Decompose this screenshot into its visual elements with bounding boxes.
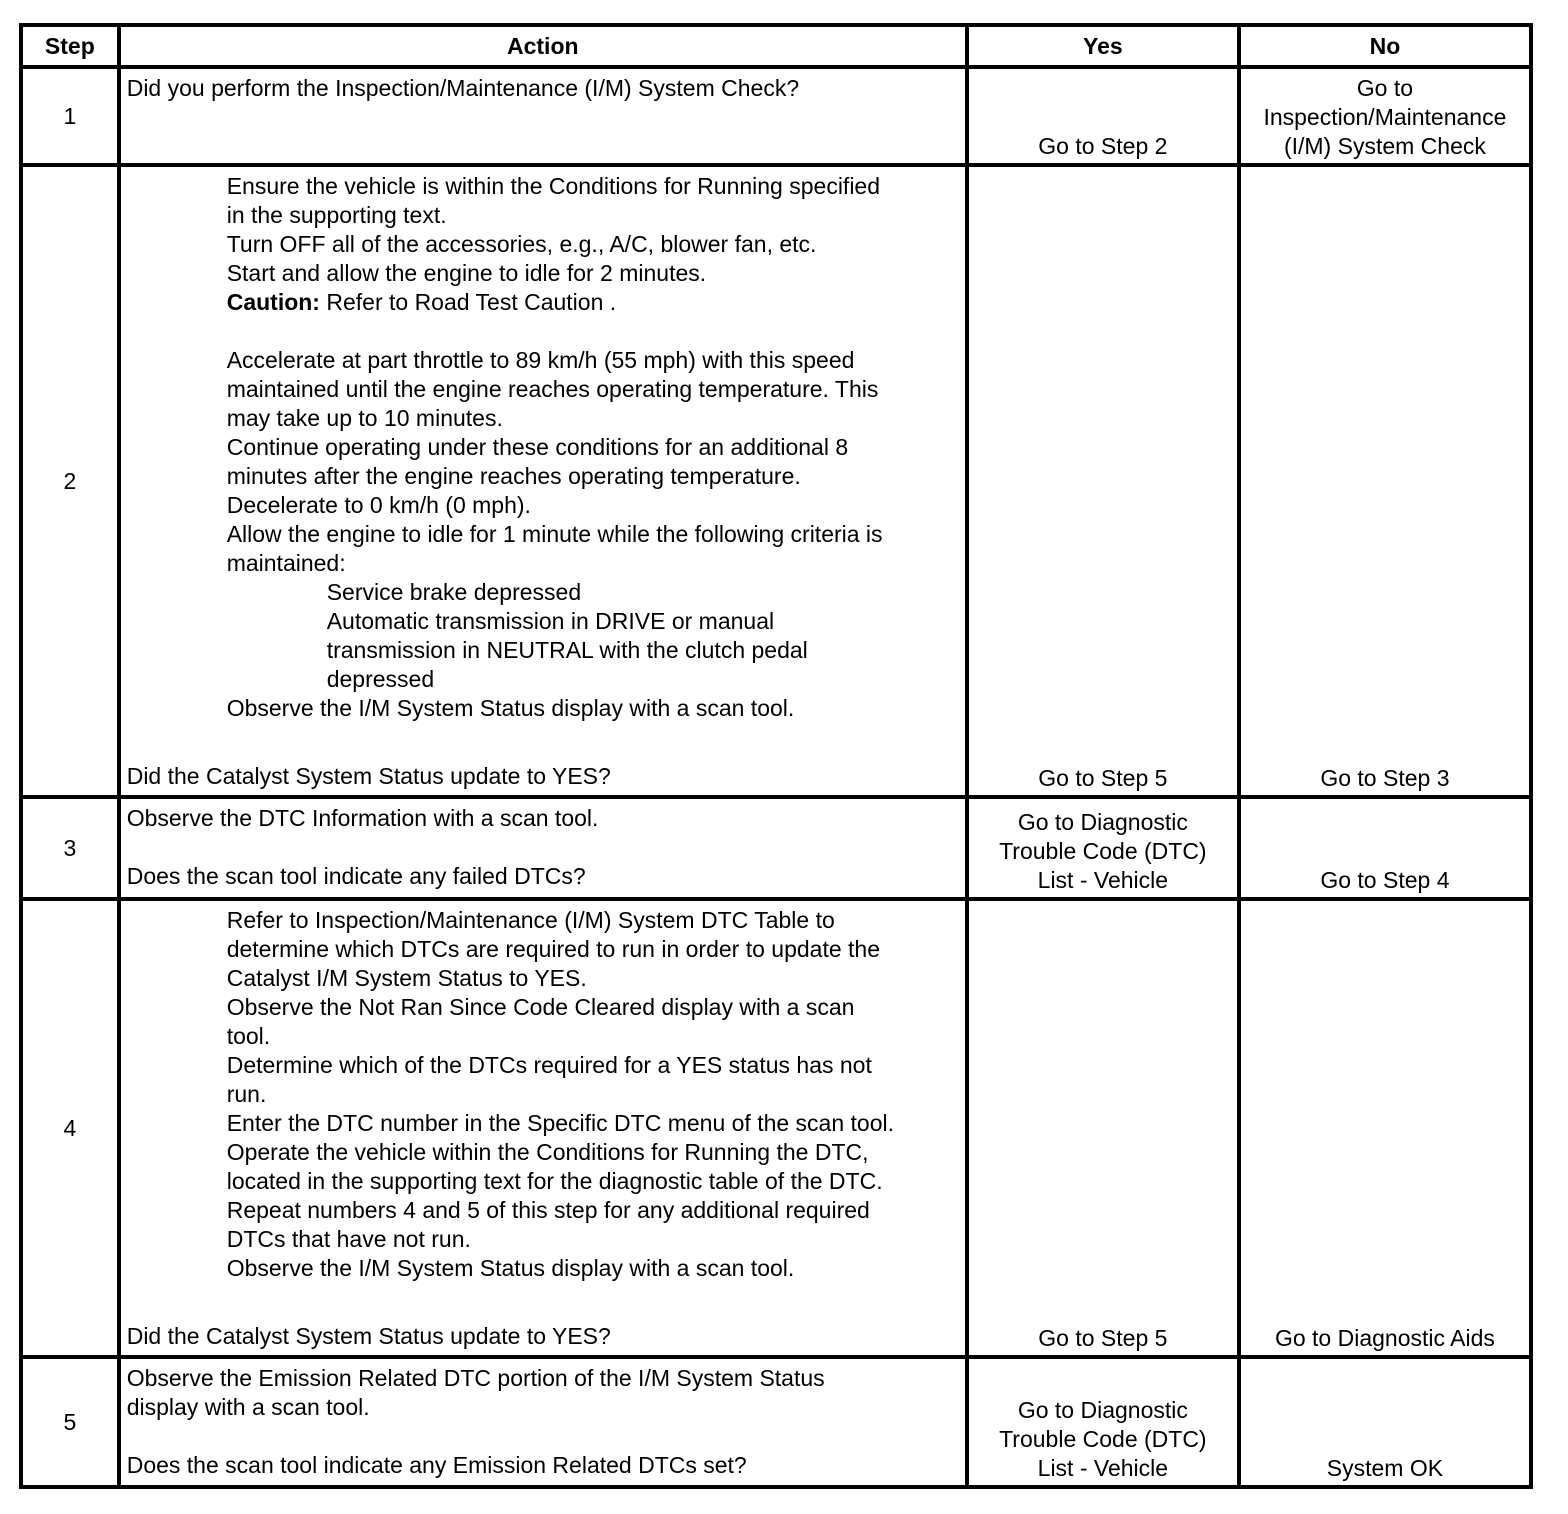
instruction-line: may take up to 10 minutes. <box>226 405 503 431</box>
yes-result-line: Go to Diagnostic <box>1017 1397 1188 1423</box>
instruction-line: Observe the Emission Related DTC portion of the I/M System Status <box>126 1365 825 1391</box>
instruction-line: Refer to Inspection/Maintenance (I/M) System DTC Table to <box>226 907 835 933</box>
yes-result: Go to Step 5 <box>1038 1325 1168 1351</box>
criteria-line: transmission in NEUTRAL with the clutch pedal <box>326 637 808 663</box>
action-question: Did you perform the Inspection/Maintenance (I/M) System Check? <box>126 75 800 101</box>
instruction-line: Determine which of the DTCs required for a YES status has not <box>226 1052 872 1078</box>
caution-line <box>227 288 959 317</box>
instruction-line: Observe the DTC Information with a scan tool. <box>126 805 599 831</box>
table-header-row <box>21 25 1531 67</box>
table-row-step-1 <box>21 67 1531 165</box>
instruction-line: Decelerate to 0 km/h (0 mph). <box>226 492 531 518</box>
table-row-step-5 <box>21 1357 1531 1487</box>
action-cell <box>119 797 967 899</box>
table-row-step-3 <box>21 797 1531 899</box>
no-result-line: Go to <box>1356 75 1414 101</box>
action-question: Did the Catalyst System Status update to YES? <box>126 1323 611 1349</box>
table-row-step-2 <box>21 165 1531 797</box>
yes-result-line: Trouble Code (DTC) <box>999 838 1207 864</box>
instruction-line: Enter the DTC number in the Specific DTC menu of the scan tool. <box>226 1110 895 1136</box>
action-cell <box>119 67 967 165</box>
no-result: Go to Step 3 <box>1320 765 1450 791</box>
criteria-line: depressed <box>326 666 435 692</box>
instruction-line: run. <box>226 1081 267 1107</box>
instruction-line: Observe the I/M System Status display with a scan tool. <box>226 695 795 721</box>
step-number: 5 <box>21 1357 119 1487</box>
instruction-line: display with a scan tool. <box>126 1394 370 1420</box>
no-cell <box>1239 899 1531 1357</box>
yes-result-line: Trouble Code (DTC) <box>999 1426 1207 1452</box>
instruction-line: maintained until the engine reaches operating temperature. This <box>226 376 879 402</box>
action-question: Does the scan tool indicate any failed DTCs? <box>126 863 586 889</box>
caution-label: Caution: <box>226 289 320 315</box>
yes-result-line: Go to Diagnostic <box>1017 809 1188 835</box>
header-step: Step <box>21 25 119 67</box>
instruction-line: tool. <box>226 1023 271 1049</box>
table-row-step-4 <box>21 899 1531 1357</box>
instruction-line: in the supporting text. <box>226 202 447 228</box>
header-no: No <box>1239 25 1531 67</box>
instruction-list <box>127 694 959 723</box>
criteria-line: Automatic transmission in DRIVE or manual <box>326 608 775 634</box>
action-cell <box>119 1357 967 1487</box>
instruction-line: Start and allow the engine to idle for 2 minutes. <box>226 260 707 286</box>
instruction-line: Allow the engine to idle for 1 minute while the following criteria is <box>226 521 883 547</box>
instruction-line: maintained: <box>226 550 346 576</box>
instruction-list <box>127 906 959 1283</box>
no-result: Go to Step 4 <box>1320 867 1450 893</box>
instruction-line: Operate the vehicle within the Conditions for Running the DTC, <box>226 1139 869 1165</box>
step-number: 1 <box>21 67 119 165</box>
yes-cell <box>967 797 1239 899</box>
yes-cell <box>967 67 1239 165</box>
instruction-line: Observe the I/M System Status display with a scan tool. <box>226 1255 795 1281</box>
instruction-list <box>127 172 959 578</box>
instruction-line: Catalyst I/M System Status to YES. <box>226 965 587 991</box>
no-result: Go to Diagnostic Aids <box>1274 1325 1495 1351</box>
step-number: 3 <box>21 797 119 899</box>
action-question: Does the scan tool indicate any Emission Related DTCs set? <box>126 1452 747 1478</box>
instruction-line: DTCs that have not run. <box>226 1226 471 1252</box>
instruction-line: Repeat numbers 4 and 5 of this step for any additional required <box>226 1197 870 1223</box>
criteria-line: Service brake depressed <box>326 579 582 605</box>
step-number: 2 <box>21 165 119 797</box>
no-result: System OK <box>1326 1455 1444 1481</box>
action-cell <box>119 165 967 797</box>
yes-cell <box>967 1357 1239 1487</box>
yes-result: Go to Step 2 <box>1038 133 1168 159</box>
criteria-list <box>127 578 959 694</box>
instruction-line: minutes after the engine reaches operating temperature. <box>226 463 801 489</box>
action-cell <box>119 899 967 1357</box>
no-cell <box>1239 67 1531 165</box>
no-cell <box>1239 1357 1531 1487</box>
header-action: Action <box>119 25 967 67</box>
yes-result-line: List - Vehicle <box>1037 867 1169 893</box>
instruction-line: determine which DTCs are required to run in order to update the <box>226 936 880 962</box>
step-number: 4 <box>21 899 119 1357</box>
header-yes: Yes <box>967 25 1239 67</box>
diagnostic-table <box>19 23 1533 1489</box>
yes-result: Go to Step 5 <box>1038 765 1168 791</box>
no-result-line: Inspection/Maintenance <box>1263 104 1507 130</box>
instruction-line: Ensure the vehicle is within the Conditions for Running specified <box>226 173 881 199</box>
yes-cell <box>967 165 1239 797</box>
no-cell <box>1239 797 1531 899</box>
caution-text: Refer to Road Test Caution . <box>319 289 617 315</box>
instruction-line: Observe the Not Ran Since Code Cleared display with a scan <box>226 994 855 1020</box>
instruction-line: Continue operating under these conditions for an additional 8 <box>226 434 849 460</box>
no-result-line: (I/M) System Check <box>1283 133 1486 159</box>
instruction-line: Turn OFF all of the accessories, e.g., A/C, blower fan, etc. <box>226 231 817 257</box>
no-cell <box>1239 165 1531 797</box>
instruction-line: Accelerate at part throttle to 89 km/h (55 mph) with this speed <box>226 347 855 373</box>
action-question: Did the Catalyst System Status update to YES? <box>126 763 611 789</box>
yes-cell <box>967 899 1239 1357</box>
instruction-line: located in the supporting text for the diagnostic table of the DTC. <box>226 1168 883 1194</box>
yes-result-line: List - Vehicle <box>1037 1455 1169 1481</box>
